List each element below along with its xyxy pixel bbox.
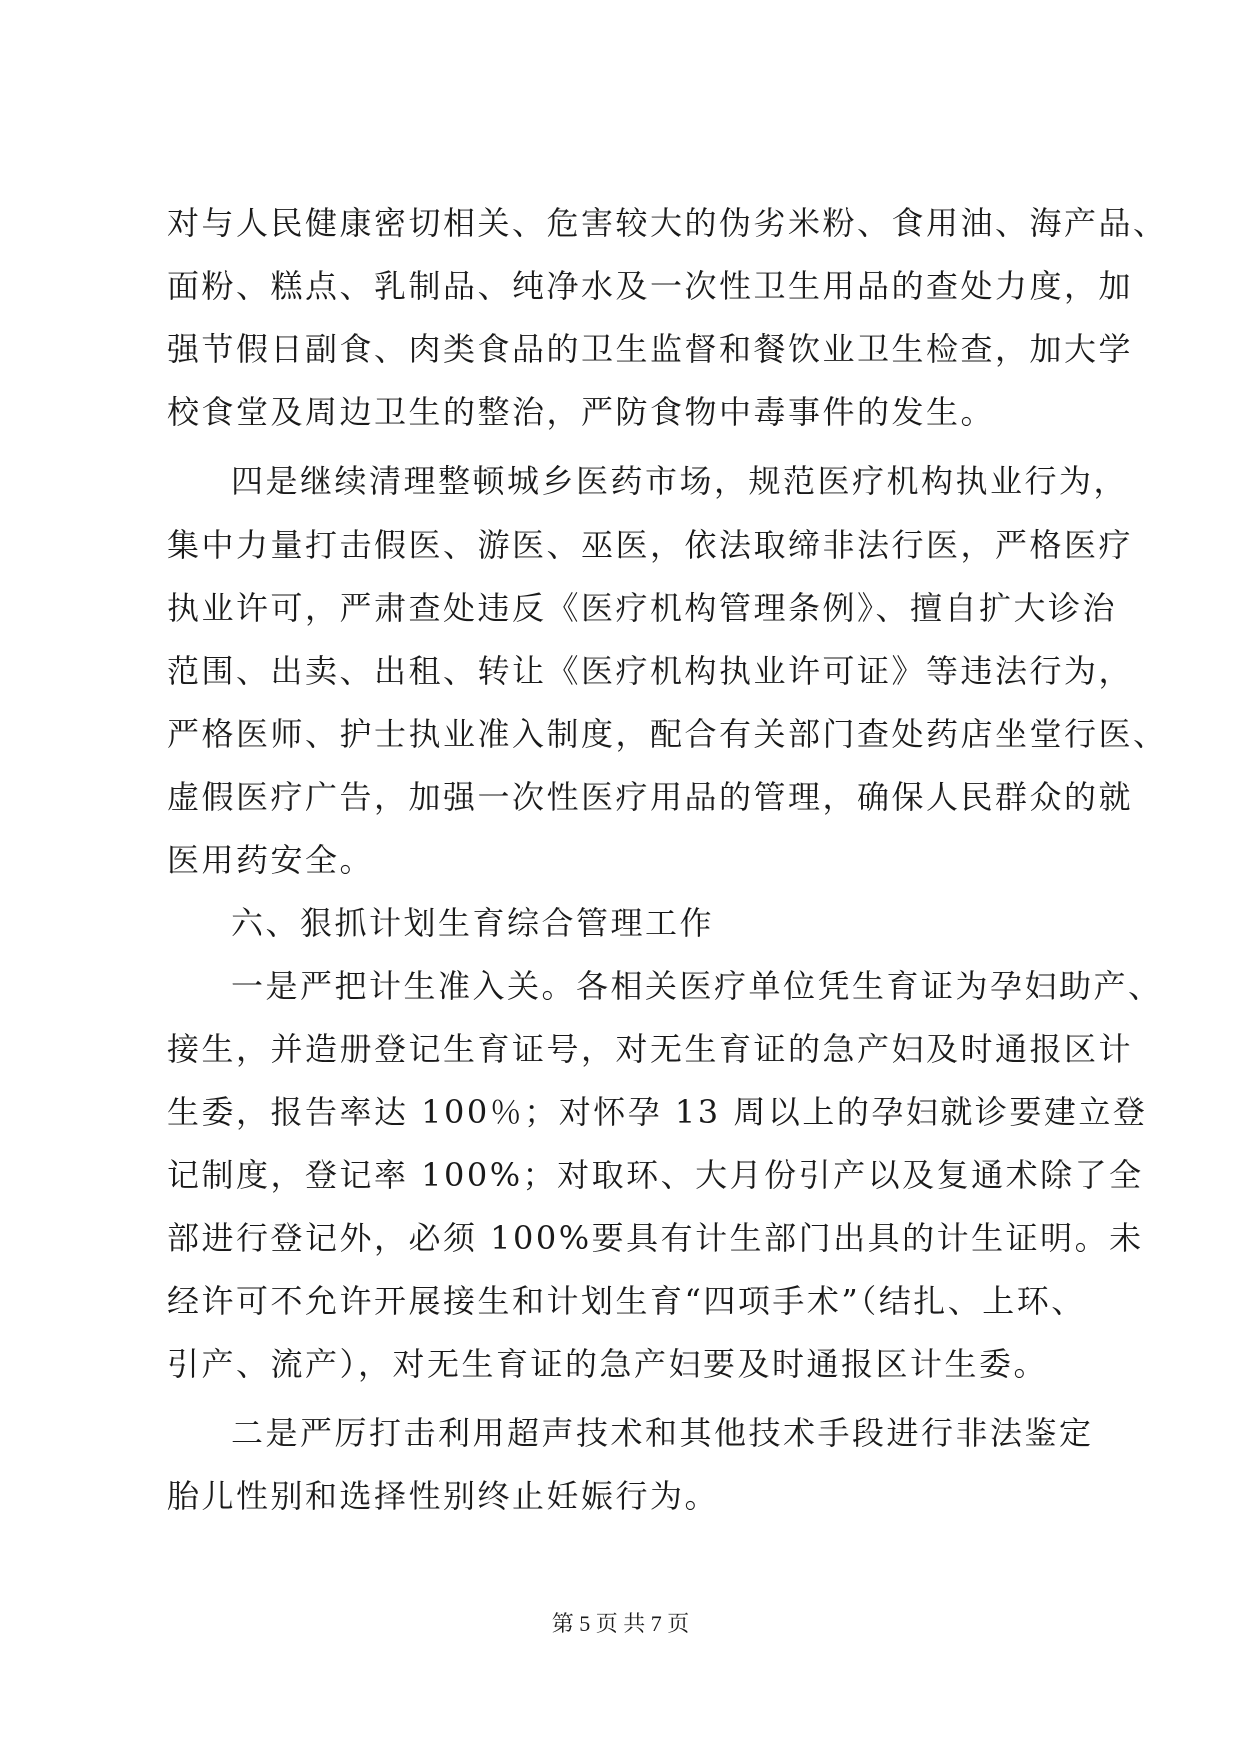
text-line: 范围、出卖、出租、转让《医疗机构执业许可证》等违法行为， (167, 652, 1134, 690)
paragraph-first-line: 一是严把计生准入关。各相关医疗单位凭生育证为孕妇助产、 (231, 967, 1163, 1005)
text-line: 胎儿性别和选择性别终止妊娠行为。 (167, 1477, 720, 1515)
text-line: 集中力量打击假医、游医、巫医，依法取缔非法行医，严格医疗 (167, 526, 1134, 564)
paragraph-first-line: 二是严厉打击利用超声技术和其他技术手段进行非法鉴定 (231, 1414, 1094, 1452)
text-line: 对与人民健康密切相关、危害较大的伪劣米粉、食用油、海产品、 (167, 204, 1168, 242)
text-line: 校食堂及周边卫生的整治，严防食物中毒事件的发生。 (167, 393, 996, 431)
paragraph-first-line: 四是继续清理整顿城乡医药市场，规范医疗机构执业行为， (231, 462, 1129, 500)
text-line: 引产、流产），对无生育证的急产妇要及时通报区计生委。 (167, 1345, 1049, 1383)
text-line: 医用药安全。 (167, 841, 375, 879)
text-line: 部进行登记外，必须 100%要具有计生部门出具的计生证明。未 (167, 1219, 1144, 1257)
text-line: 面粉、糕点、乳制品、纯净水及一次性卫生用品的查处力度，加 (167, 267, 1134, 305)
text-line: 经许可不允许开展接生和计划生育“四项手术”（结扎、上环、 (167, 1282, 1086, 1320)
text-line: 接生，并造册登记生育证号，对无生育证的急产妇及时通报区计 (167, 1030, 1134, 1068)
text-line: 执业许可，严肃查处违反《医疗机构管理条例》、擅自扩大诊治 (167, 589, 1118, 627)
text-line: 记制度，登记率 100%；对取环、大月份引产以及复通术除了全 (167, 1156, 1144, 1194)
section-heading: 六、狠抓计划生育综合管理工作 (231, 904, 715, 942)
text-line: 强节假日副食、肉类食品的卫生监督和餐饮业卫生检查，加大学 (167, 330, 1134, 368)
page-number: 第 5 页 共 7 页 (551, 1611, 690, 1636)
text-line: 虚假医疗广告，加强一次性医疗用品的管理，确保人民群众的就 (167, 778, 1134, 816)
text-line: 生委，报告率达 100％；对怀孕 13 周以上的孕妇就诊要建立登 (167, 1093, 1148, 1131)
text-line: 严格医师、护士执业准入制度，配合有关部门查处药店坐堂行医、 (167, 715, 1168, 753)
